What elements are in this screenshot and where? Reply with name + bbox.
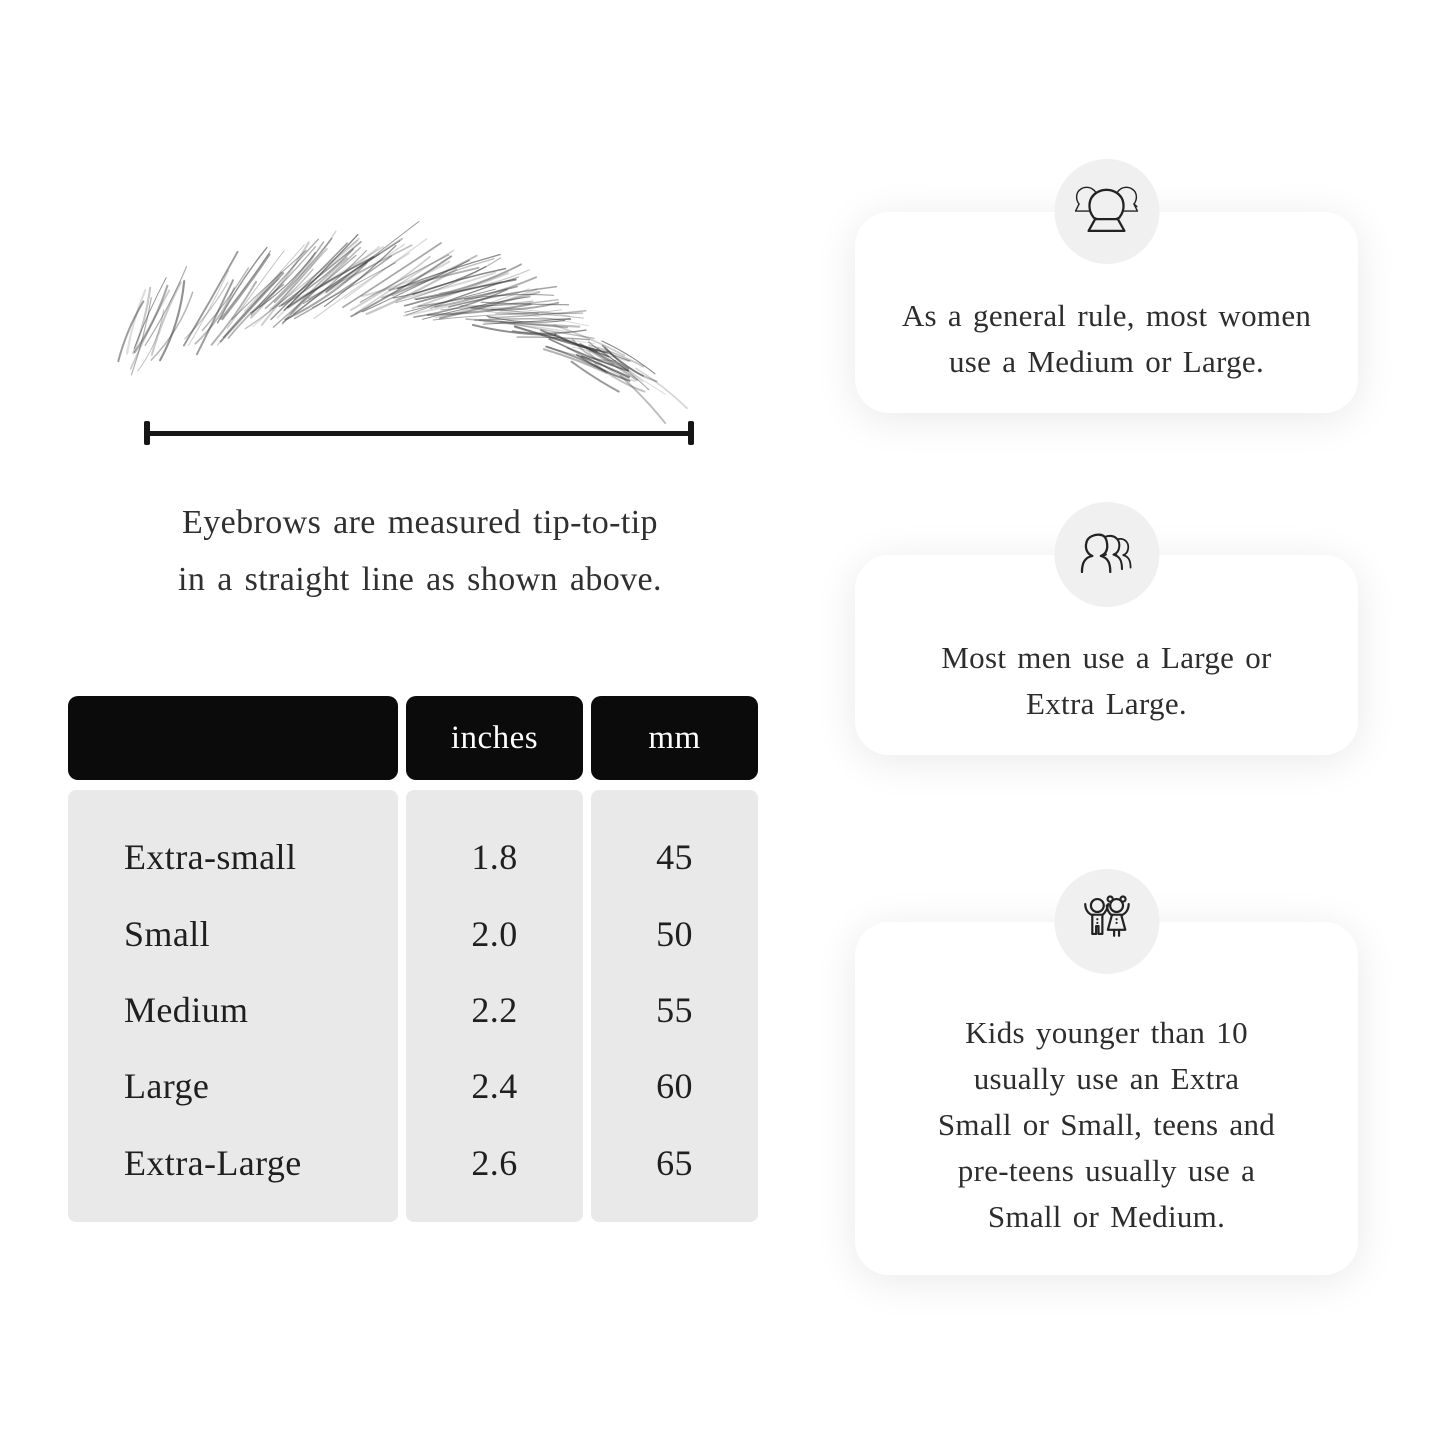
women-card-text bbox=[902, 293, 1311, 385]
info-card-men bbox=[855, 555, 1358, 755]
men-card-text bbox=[941, 635, 1271, 727]
measurement-caption-line-2: in a straight line as shown above. bbox=[178, 561, 662, 598]
size-table-header-inches: inches bbox=[406, 696, 583, 780]
table-row-label: Extra-Large bbox=[124, 1142, 302, 1183]
table-row-mm: 45 bbox=[656, 837, 693, 878]
size-table-header-size bbox=[68, 696, 398, 780]
size-table-column-labels bbox=[68, 790, 398, 1222]
table-row-mm: 50 bbox=[656, 913, 693, 954]
measurement-line-right-cap bbox=[688, 421, 694, 445]
size-table-header-mm: mm bbox=[591, 696, 758, 780]
measurement-line-bar bbox=[150, 431, 688, 436]
kids-card-line-2: usually use an Extra bbox=[973, 1060, 1240, 1096]
table-row-inches: 2.2 bbox=[471, 989, 518, 1030]
men-group-icon bbox=[1073, 528, 1141, 582]
kids-card-line-4: pre-teens usually use a bbox=[957, 1152, 1256, 1188]
size-table-column-mm bbox=[591, 790, 758, 1222]
size-table-header-row bbox=[68, 696, 758, 780]
men-card-line-2: Extra Large. bbox=[1026, 686, 1187, 721]
table-row-inches: 2.0 bbox=[471, 913, 518, 954]
women-group-icon bbox=[1073, 185, 1141, 239]
measurement-caption bbox=[70, 494, 770, 608]
measurement-caption-line-1: Eyebrows are measured tip-to-tip bbox=[182, 504, 658, 541]
women-icon-circle bbox=[1054, 159, 1159, 264]
table-row-label: Medium bbox=[124, 989, 249, 1030]
kids-card-line-1: Kids younger than 10 bbox=[965, 1014, 1248, 1050]
kids-icon-circle bbox=[1054, 869, 1159, 974]
table-row-label: Large bbox=[124, 1066, 210, 1107]
women-card-line-1: As a general rule, most women bbox=[901, 297, 1312, 333]
table-row-inches: 2.4 bbox=[471, 1066, 518, 1107]
info-card-women bbox=[855, 212, 1358, 413]
size-table bbox=[68, 696, 758, 1222]
size-table-column-inches bbox=[406, 790, 583, 1222]
kids-icon bbox=[1074, 892, 1140, 952]
kids-card-line-5: Small or Medium. bbox=[987, 1198, 1226, 1234]
kids-card-line-3: Small or Small, teens and bbox=[937, 1106, 1276, 1142]
size-table-body bbox=[68, 790, 758, 1222]
women-card-line-2: use a Medium or Large. bbox=[948, 343, 1265, 379]
measurement-line bbox=[144, 421, 694, 445]
table-row-mm: 55 bbox=[656, 989, 693, 1030]
table-row-inches: 2.6 bbox=[471, 1142, 518, 1183]
table-row-inches: 1.8 bbox=[471, 837, 518, 878]
table-row-label: Extra-small bbox=[124, 837, 297, 878]
men-card-line-1: Most men use a Large or bbox=[941, 640, 1272, 675]
table-row-label: Small bbox=[124, 913, 211, 954]
eyebrow-illustration bbox=[105, 228, 705, 423]
table-row-mm: 60 bbox=[656, 1066, 693, 1107]
kids-card-text bbox=[938, 1010, 1275, 1240]
men-icon-circle bbox=[1054, 502, 1159, 607]
info-card-kids bbox=[855, 922, 1358, 1275]
table-row-mm: 65 bbox=[656, 1142, 693, 1183]
